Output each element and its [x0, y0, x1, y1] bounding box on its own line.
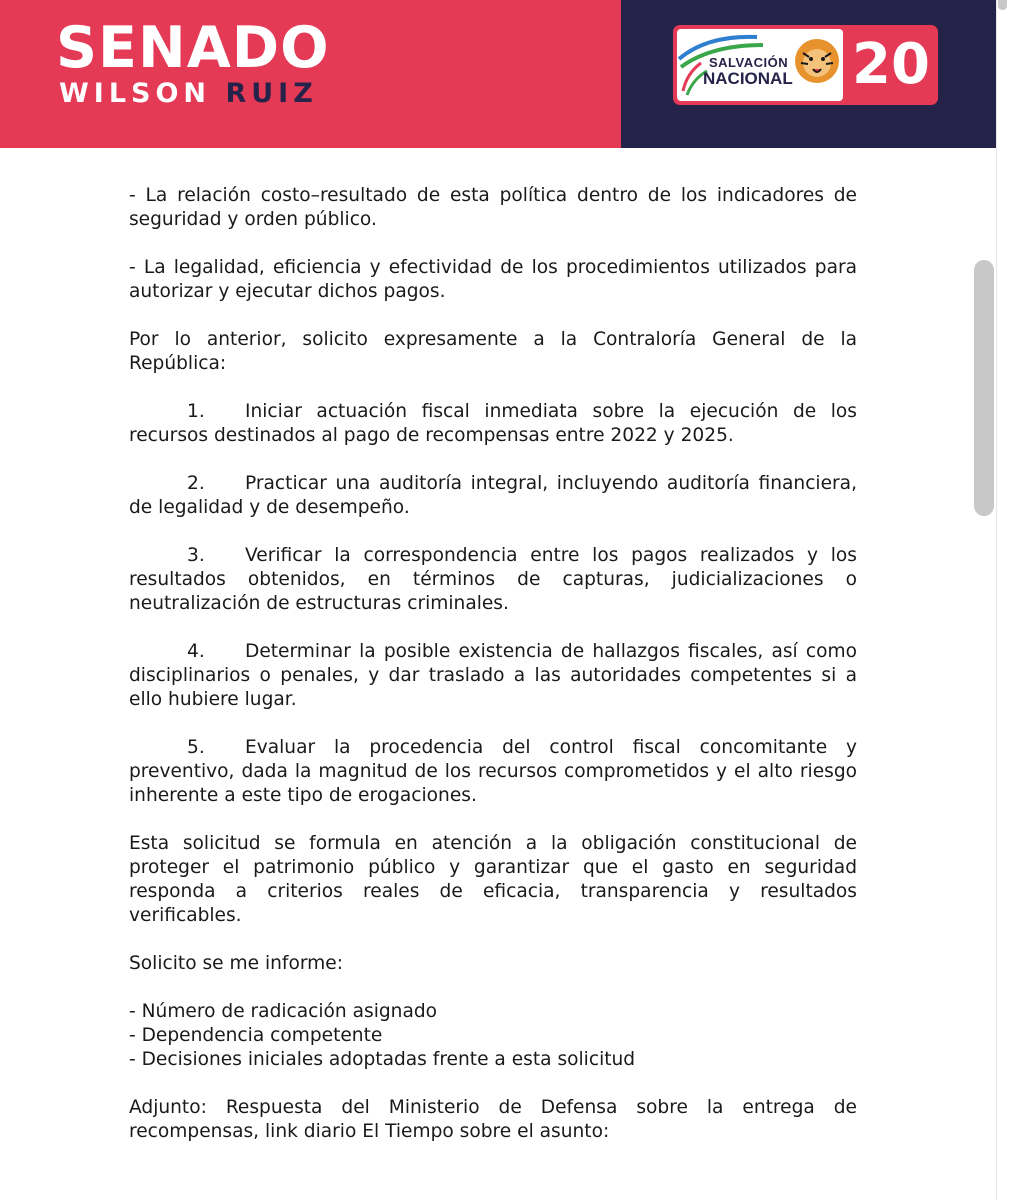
paragraph-request-intro: Por lo anterior, solicito expresamente a la Contraloría General de la República:: [129, 329, 857, 374]
paragraph-legality: - La legalidad, eficiencia y efectividad de los procedimientos utilizados para autorizar y ejecutar dichos pagos.: [129, 257, 857, 302]
scrollbar-top-cap: [998, 0, 1007, 10]
numbered-item: [129, 736, 857, 808]
item-text: Determinar la posible existencia de hallazgos fiscales, así como disciplinarios o penales, y dar traslado a las autoridades competentes si a ello hubiere lugar.: [129, 641, 857, 710]
paragraph-cost-result: - La relación costo–resultado de esta política dentro de los indicadores de seguridad y orden público.: [129, 185, 857, 230]
item-number: 4.: [187, 641, 205, 662]
brand-title: SENADO: [56, 15, 330, 81]
scrollbar-thumb[interactable]: [974, 260, 994, 516]
numbered-item: [129, 400, 857, 448]
list-number: 20: [852, 32, 930, 97]
tiger-icon: [795, 39, 839, 83]
item-number: 2.: [187, 473, 205, 494]
item-text: Iniciar actuación fiscal inmediata sobre la ejecución de los recursos destinados al pago de recompensas entre 2022 y 2025.: [129, 401, 857, 446]
brand-candidate-name: [59, 78, 318, 110]
paragraph-request-info: Solicito se me informe:: [129, 953, 343, 974]
numbered-item: [129, 472, 857, 520]
item-number: 1.: [187, 401, 205, 422]
request-list: [129, 1000, 857, 1072]
item-number: 5.: [187, 737, 205, 758]
brand-last-name: RUIZ: [225, 78, 318, 109]
campaign-header: [0, 0, 996, 148]
list-item: - Dependencia competente: [129, 1025, 383, 1046]
header-party-panel: [621, 0, 996, 148]
party-name-bottom: NACIONAL: [703, 69, 793, 88]
numbered-item: [129, 640, 857, 712]
party-name-top: SALVACIÓN: [709, 55, 789, 70]
list-item: - Decisiones iniciales adoptadas frente a esta solicitud: [129, 1049, 636, 1070]
paragraph-closing: Esta solicitud se formula en atención a la obligación constitucional de proteger el patrimonio público y garantizar que el gasto en seguridad responda a criterios reales de eficacia, transparencia y resultados verificables.: [129, 833, 857, 926]
party-logo: [677, 29, 843, 101]
list-item: - Número de radicación asignado: [129, 1001, 438, 1022]
scrollbar-track[interactable]: [996, 0, 1009, 1200]
paragraph-attachment: Adjunto: Respuesta del Ministerio de Defensa sobre la entrega de recompensas, link diario El Tiempo sobre el asunto:: [129, 1097, 857, 1142]
brand-first-name: WILSON: [59, 78, 212, 109]
item-text: Practicar una auditoría integral, incluyendo auditoría financiera, de legalidad y de desempeño.: [129, 473, 857, 518]
document-body: [129, 184, 857, 1144]
item-text: Verificar la correspondencia entre los pagos realizados y los resultados obtenidos, en términos de capturas, judicializaciones o neutralización de estructuras criminales.: [129, 545, 857, 614]
numbered-item: [129, 544, 857, 616]
item-number: 3.: [187, 545, 205, 566]
header-brand-panel: [0, 0, 621, 148]
party-logo-card: [673, 25, 938, 105]
item-text: Evaluar la procedencia del control fiscal concomitante y preventivo, dada la magnitud de los recursos comprometidos y el alto riesgo inherente a este tipo de erogaciones.: [129, 737, 857, 806]
